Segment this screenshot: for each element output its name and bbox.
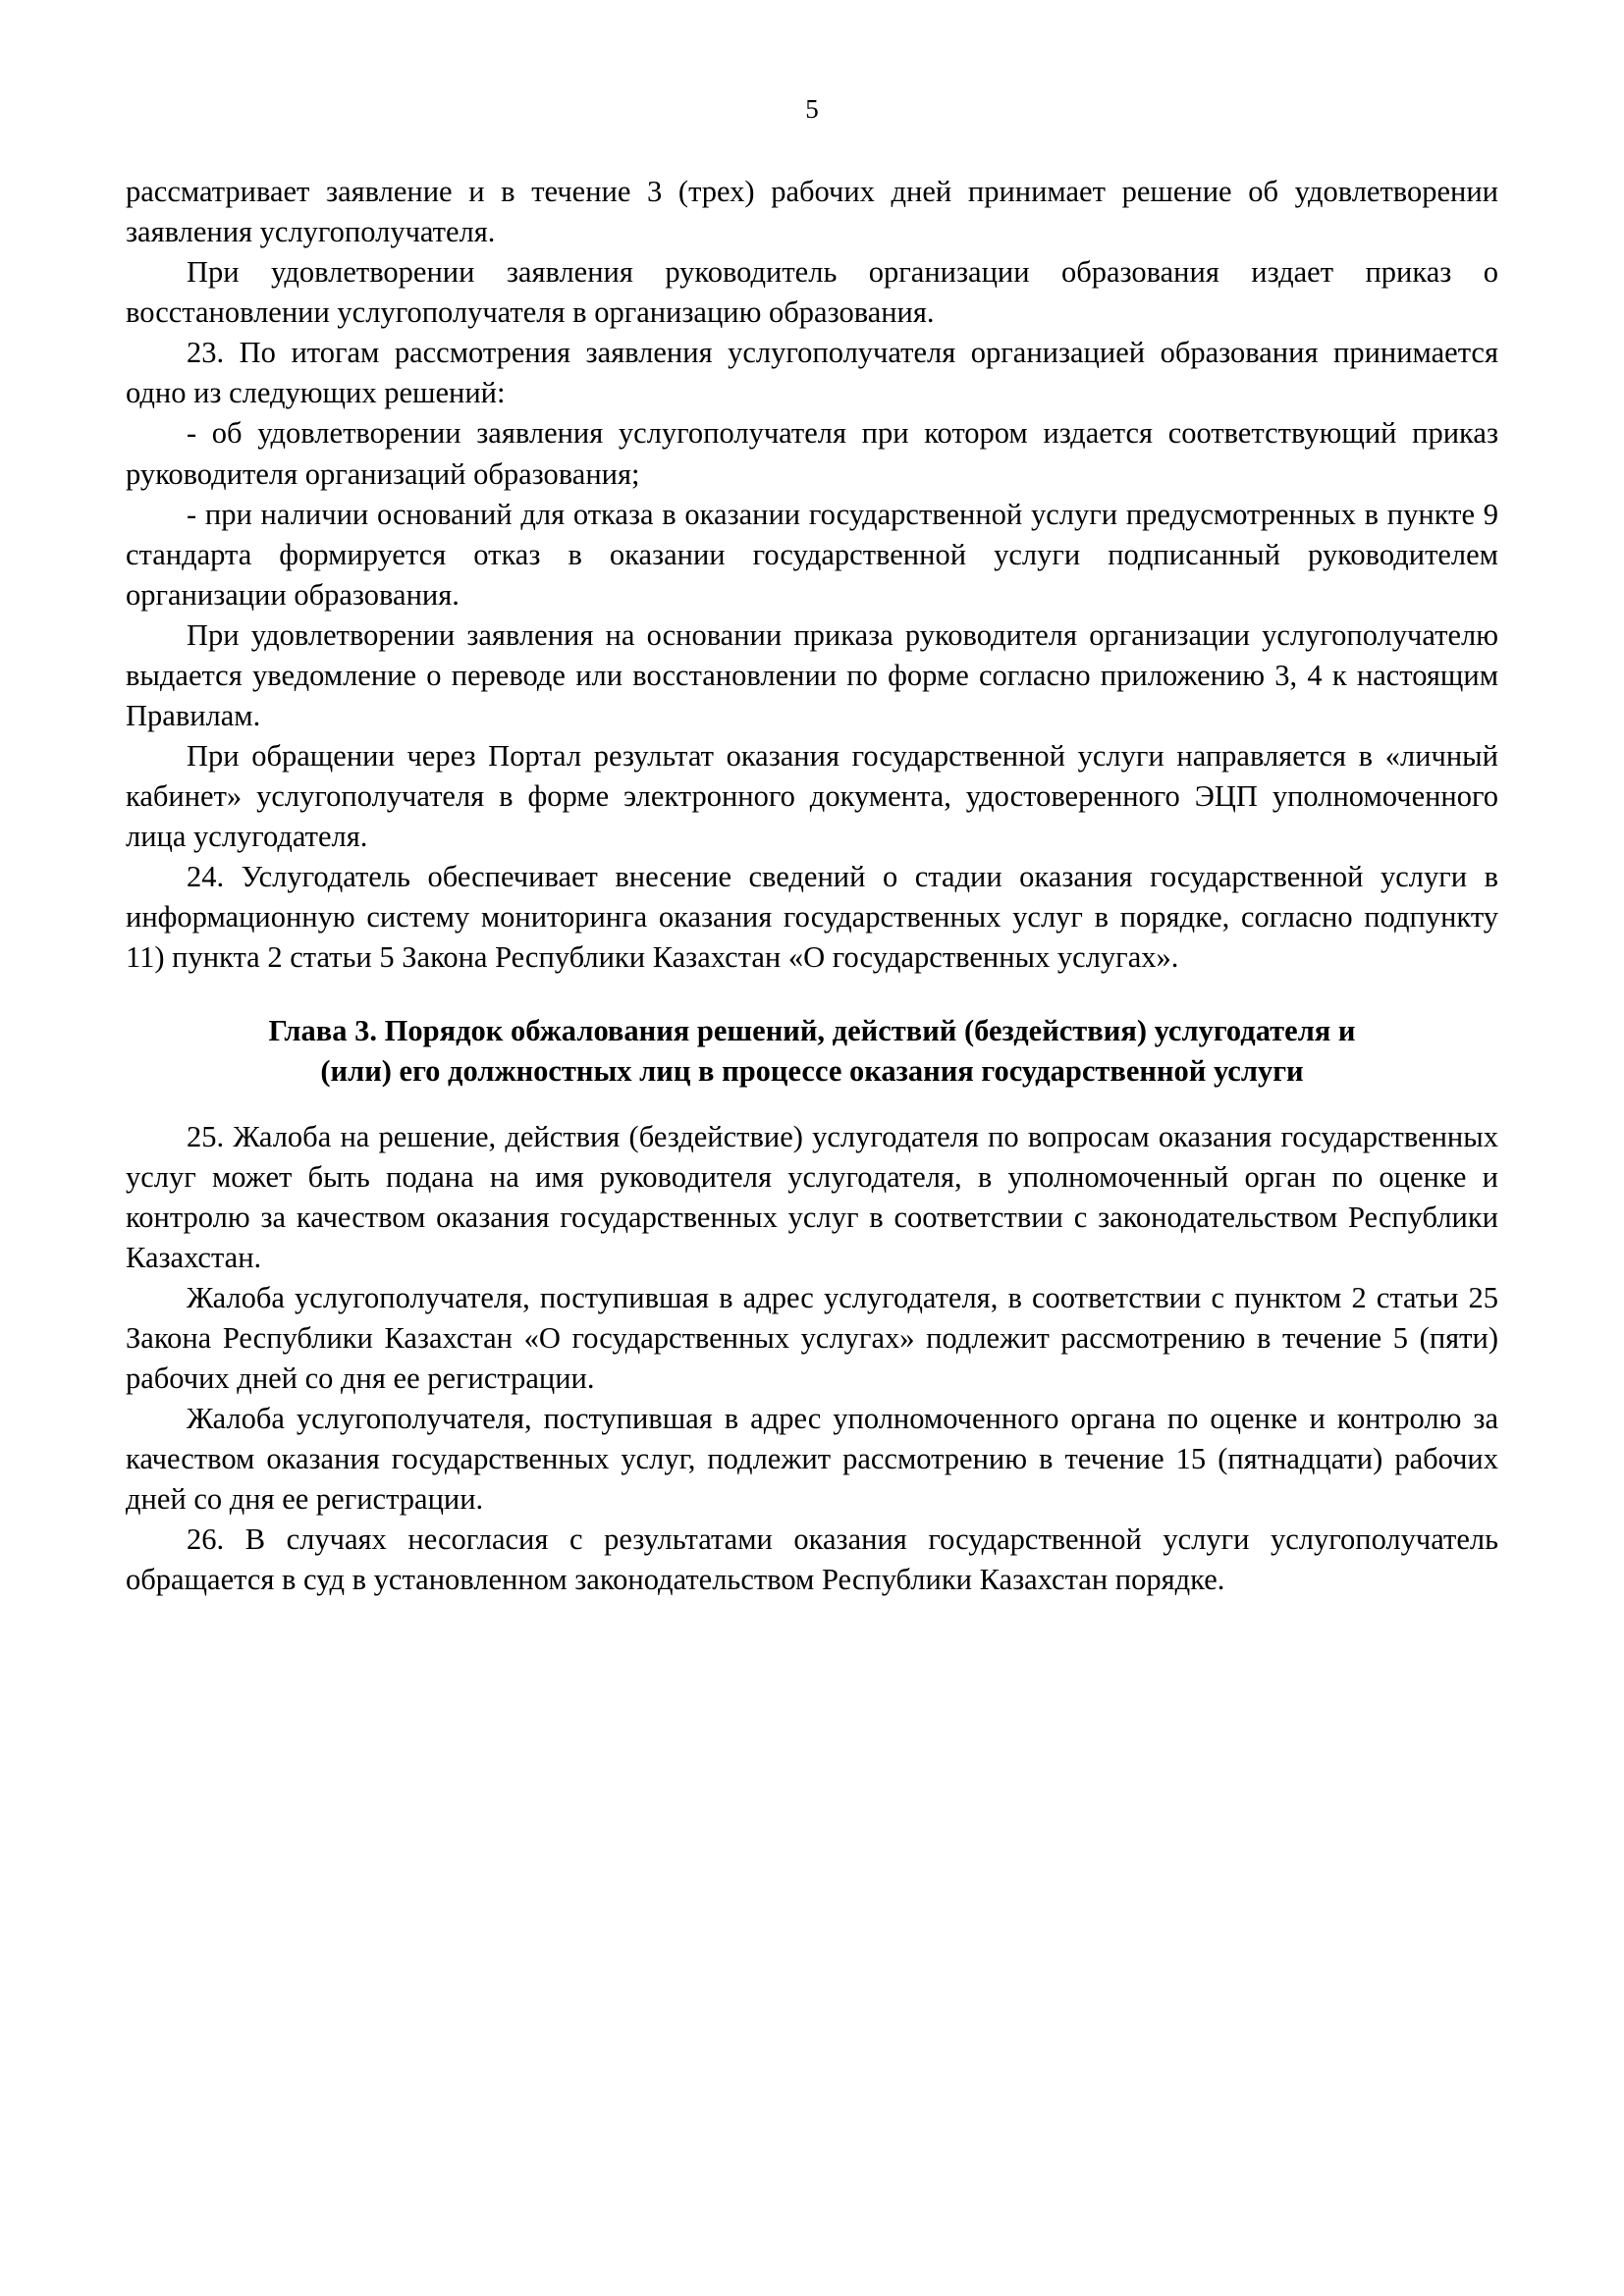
paragraph-3: 23. По итогам рассмотрения заявления услугополучателя организацией образования принимается одно из следующих решений: [126, 336, 1498, 410]
paragraph-7: При обращении через Портал результат оказания государственной услуги направляется в «личный кабинет» услугополучателя в форме электронного документа, удостоверенного ЭЦП уполномоченного лица услугодателя. [126, 738, 1498, 853]
paragraph-8: 24. Услугодатель обеспечивает внесение сведений о стадии оказания государственной услуги в информационную систему мониторинга оказания государственных услуг в порядке, согласно подпункту 11) пункта 2 статьи 5 Закона Республики Казахстан «О государственных услугах». [126, 859, 1498, 974]
paragraph-5: - при наличии оснований для отказа в оказании государственной услуги предусмотренных в пункте 9 стандарта формируется отказ в оказании государственной услуги подписанный руководителем организации образования. [126, 497, 1498, 612]
paragraph-9: 25. Жалоба на решение, действия (бездействие) услугодателя по вопросам оказания государственных услуг может быть подана на имя руководителя услугодателя, в уполномоченный орган по оценке и контролю за качеством оказания государственных услуг в соответствии с законодательством Республики Казахстан. [126, 1119, 1498, 1274]
chapter-heading-line-2: (или) его должностных лиц в процессе оказания государственной услуги [320, 1053, 1304, 1088]
paragraph-11: Жалоба услугополучателя, поступившая в адрес уполномоченного органа по оценке и контролю за качеством оказания государственных услуг, подлежит рассмотрению в течение 15 (пятнадцати) рабочих дней со дня ее регистрации. [126, 1401, 1498, 1516]
paragraph-6: При удовлетворении заявления на основании приказа руководителя организации услугополучателю выдается уведомление о переводе или восстановлении по форме согласно приложению 3, 4 к настоящим Правилам. [126, 617, 1498, 732]
paragraph-4: - об удовлетворении заявления услугополучателя при котором издается соответствующий приказ руководителя организаций образования; [126, 416, 1498, 491]
paragraph-12: 26. В случаях несогласия с результатами оказания государственной услуги услугополучатель обращается в суд в установленном законодательством Республики Казахстан порядке. [126, 1522, 1498, 1596]
document-body-top [126, 172, 1498, 977]
chapter-heading [151, 1011, 1473, 1092]
paragraph-2: При удовлетворении заявления руководитель организации образования издает приказ о восстановлении услугополучателя в организацию образования. [126, 255, 1498, 330]
paragraph-1: рассматривает заявление и в течение 3 (трех) рабочих дней принимает решение об удовлетворении заявления услугополучателя. [126, 175, 1498, 249]
page-number: 5 [805, 94, 819, 124]
document-body-bottom [126, 1117, 1498, 1600]
chapter-heading-line-1: Глава 3. Порядок обжалования решений, действий (бездействия) услугодателя и [268, 1013, 1356, 1047]
paragraph-10: Жалоба услугополучателя, поступившая в адрес услугодателя, в соответствии с пунктом 2 статьи 25 Закона Республики Казахстан «О государственных услугах» подлежит рассмотрению в течение 5 (пяти) рабочих дней со дня ее регистрации. [126, 1280, 1498, 1395]
